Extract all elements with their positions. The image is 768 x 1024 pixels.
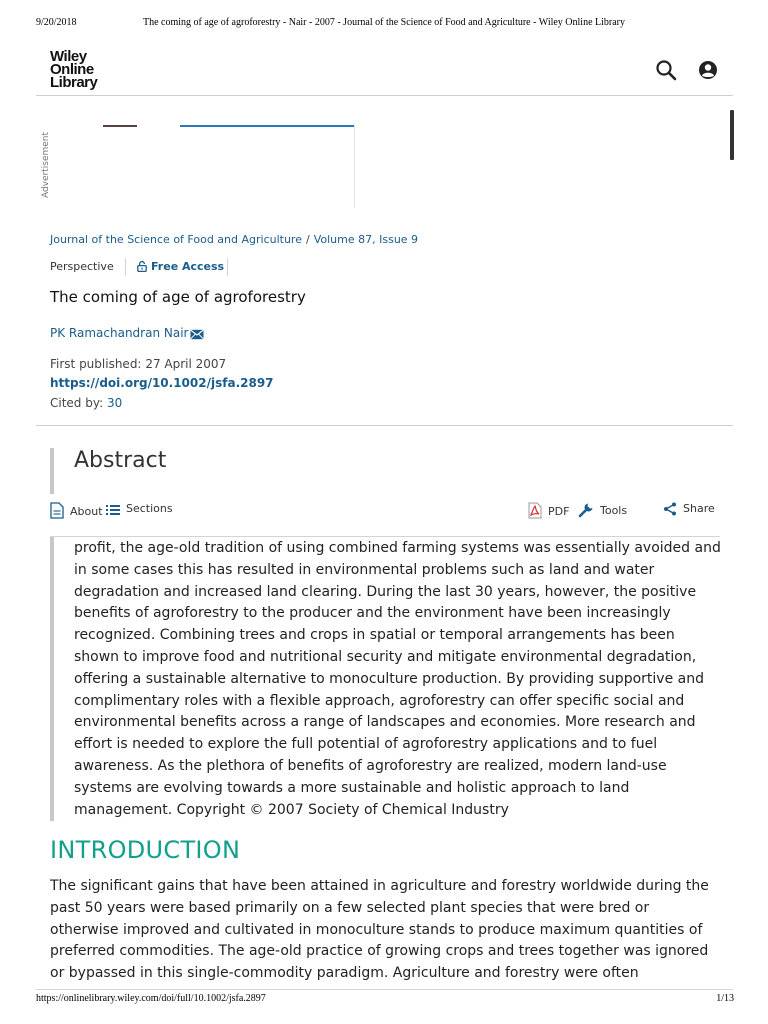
- pdf-button[interactable]: [528, 502, 569, 519]
- breadcrumb-journal-link[interactable]: Journal of the Science of Food and Agriculture: [50, 233, 302, 246]
- ad-image-strip: [103, 125, 137, 127]
- sections-button[interactable]: [106, 502, 173, 516]
- share-button[interactable]: [663, 502, 715, 516]
- wiley-logo[interactable]: [50, 50, 97, 89]
- print-page-number: 1/13: [716, 993, 734, 1004]
- meta-divider: [125, 258, 126, 276]
- divider: [36, 425, 733, 426]
- logo-line-2: Online: [50, 61, 94, 78]
- search-icon[interactable]: [655, 59, 677, 81]
- advertisement-label-text: Advertisement: [41, 131, 51, 199]
- unlock-icon: [137, 261, 147, 272]
- cited-by-count-link[interactable]: 30: [106, 396, 123, 410]
- advertisement-label: [38, 128, 56, 208]
- print-header: [0, 17, 768, 31]
- first-published-date: 27 April 2007: [145, 357, 227, 371]
- advertisement-frame[interactable]: [63, 125, 355, 208]
- advertisement-area: [36, 110, 733, 210]
- free-access-badge: [137, 260, 224, 273]
- tools-label: Tools: [600, 504, 628, 517]
- about-button[interactable]: [50, 502, 103, 519]
- introduction-text: The significant gains that have been attained in agriculture and forestry worldwide during the past 50 years were based primarily on a few selected plant species that were bred or otherwise improved and cultivated in monoculture stands to produce maximum quantities of preferred commodities. The age-old practice of growing crops and trees together was ignored or bypassed in this single-commodity paradigm. Agriculture and forestry were often: [50, 878, 709, 982]
- meta-divider: [227, 258, 228, 276]
- account-icon[interactable]: [697, 59, 719, 81]
- article-type: Perspective: [50, 260, 114, 273]
- tools-button[interactable]: [578, 502, 627, 518]
- introduction-heading: INTRODUCTION: [50, 836, 241, 864]
- cited-by-label: Cited by:: [50, 396, 104, 410]
- about-label: About: [70, 505, 103, 518]
- article-title: The coming of age of agroforestry: [50, 288, 306, 306]
- article-toolbar: [36, 494, 733, 537]
- print-footer: [0, 993, 768, 1007]
- email-icon[interactable]: [190, 329, 204, 340]
- free-access-label: Free Access: [151, 260, 225, 273]
- breadcrumb-issue-link[interactable]: Volume 87, Issue 9: [313, 233, 419, 246]
- print-date: 9/20/2018: [36, 17, 77, 28]
- first-published-label: First published:: [50, 357, 142, 371]
- toolbar-border: [50, 536, 720, 537]
- footer-divider: [36, 989, 733, 990]
- abstract-heading: Abstract: [74, 448, 167, 473]
- author-link[interactable]: [50, 326, 204, 340]
- site-header: [36, 34, 733, 96]
- logo-line-1: Wiley: [50, 48, 87, 65]
- doi-link[interactable]: https://doi.org/10.1002/jsfa.2897: [50, 376, 274, 390]
- document-icon: [50, 502, 64, 519]
- wrench-icon: [578, 502, 594, 518]
- share-icon: [663, 502, 677, 516]
- ad-image-strip: [180, 125, 354, 127]
- first-published: [50, 357, 226, 371]
- scrollbar-thumb[interactable]: [730, 110, 734, 160]
- logo-line-3: Library: [50, 74, 98, 91]
- sections-label: Sections: [126, 502, 173, 515]
- breadcrumb-separator: /: [306, 233, 310, 246]
- breadcrumb: [50, 233, 418, 246]
- author-name: PK Ramachandran Nair: [50, 326, 189, 340]
- abstract-text: profit, the age-old tradition of using combined farming systems was essentially avoided and in some cases this has resulted in environmental problems such as land and water degradation and increased land clearing. During the last 30 years, however, the positive benefits of agroforestry to the producer and the environment have been increasingly recognized. Combining trees and crops in spatial or temporal arrangements has been shown to improve food and nutritional security and mitigate environmental degradation, offering a sustainable alternative to monoculture production. By providing supportive and complimentary roles with a flexible approach, agroforestry can offer specific social and environmental benefits across a range of landscapes and economies. More research and effort is needed to explore the full potential of agroforestry applications and to fuel awareness. As the plethora of benefits of agroforestry are realized, modern land-use systems are evolving towards a more sustainable and holistic approach to land management. Copyright © 2007 Society of Chemical Industry: [74, 540, 721, 818]
- print-url: https://onlinelibrary.wiley.com/doi/full/10.1002/jsfa.2897: [36, 993, 266, 1004]
- list-icon: [106, 504, 120, 516]
- share-label: Share: [683, 502, 715, 515]
- pdf-label: PDF: [548, 505, 570, 518]
- print-title: The coming of age of agroforestry - Nair - 2007 - Journal of the Science of Food and Agriculture - Wiley Online Library: [142, 17, 626, 28]
- pdf-icon: [528, 502, 542, 519]
- cited-by: [50, 396, 122, 410]
